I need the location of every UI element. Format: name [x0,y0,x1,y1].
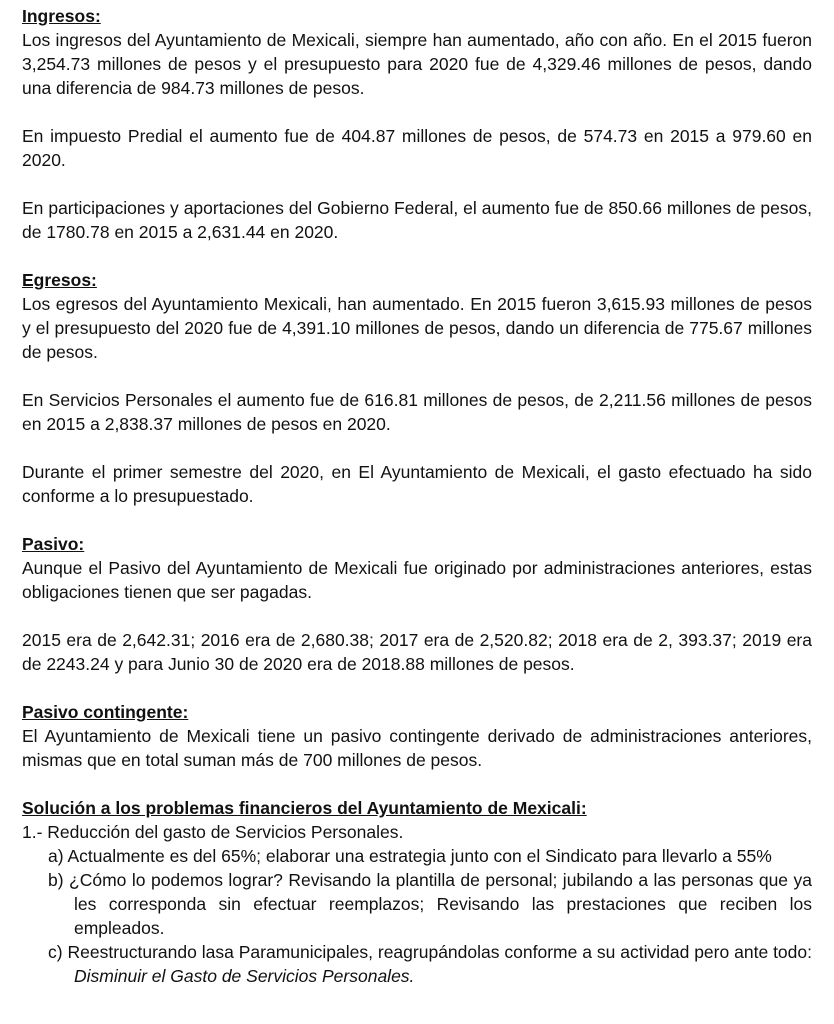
paragraph-ingresos-total: Los ingresos del Ayuntamiento de Mexicali, siempre han aumentado, año con año. En el 2015 fueron 3,254.73 millones de pesos y el presupuesto para 2020 fue de 4,329.46 millones de pesos, dando una diferencia de 984.73 millones de pesos. [22,30,812,98]
paragraph-pasivo-origen: Aunque el Pasivo del Ayuntamiento de Mexicali fue originado por administraciones anteriores, estas obligaciones tienen que ser pagadas. [22,558,812,602]
section-solucion [22,796,812,988]
paragraph-pasivo-contingente: El Ayuntamiento de Mexicali tiene un pasivo contingente derivado de administraciones anteriores, mismas que en total suman más de 700 millones de pesos. [22,726,812,770]
section-pasivo-contingente [22,700,812,772]
heading-egresos: Egresos: [22,270,97,290]
sub-item-a: a) Actualmente es del 65%; elaborar una estrategia junto con el Sindicato para llevarlo a 55% [48,846,772,866]
heading-pasivo-contingente: Pasivo contingente: [22,702,189,722]
sub-item-c-text: c) Reestructurando lasa Paramunicipales, reagrupándolas conforme a su actividad pero ante todo: [48,942,812,962]
paragraph-pasivo-anual: 2015 era de 2,642.31; 2016 era de 2,680.38; 2017 era de 2,520.82; 2018 era de 2, 393.37; 2019 era de 2243.24 y para Junio 30 de 2020 era de 2018.88 millones de pesos. [22,630,812,674]
sub-item-c [22,940,812,988]
list-item-reduccion-gasto: 1.- Reducción del gasto de Servicios Personales. [22,822,404,842]
paragraph-egresos-total: Los egresos del Ayuntamiento Mexicali, han aumentado. En 2015 fueron 3,615.93 millones de pesos y el presupuesto del 2020 fue de 4,391.10 millones de pesos, dando un diferencia de 775.67 millones de pesos. [22,294,812,362]
paragraph-servicios-personales: En Servicios Personales el aumento fue de 616.81 millones de pesos, de 2,211.56 millones de pesos en 2015 a 2,838.37 millones de pesos en 2020. [22,390,812,434]
paragraph-primer-semestre: Durante el primer semestre del 2020, en El Ayuntamiento de Mexicali, el gasto efectuado ha sido conforme a lo presupuestado. [22,462,812,506]
heading-ingresos: Ingresos: [22,6,101,26]
sub-item-c-emphasis: Disminuir el Gasto de Servicios Personales. [74,966,415,986]
sub-item-b: b) ¿Cómo lo podemos lograr? Revisando la plantilla de personal; jubilando a las personas que ya les corresponda sin efectuar reemplazos; Revisando las prestaciones que reciben los empleados. [48,870,812,938]
heading-solucion: Solución a los problemas financieros del Ayuntamiento de Mexicali: [22,798,587,818]
paragraph-participaciones: En participaciones y aportaciones del Gobierno Federal, el aumento fue de 850.66 millones de pesos, de 1780.78 en 2015 a 2,631.44 en 2020. [22,198,812,242]
section-egresos [22,268,812,508]
section-ingresos [22,4,812,244]
paragraph-impuesto-predial: En impuesto Predial el aumento fue de 404.87 millones de pesos, de 574.73 en 2015 a 979.60 en 2020. [22,126,812,170]
heading-pasivo: Pasivo: [22,534,85,554]
section-pasivo [22,532,812,676]
